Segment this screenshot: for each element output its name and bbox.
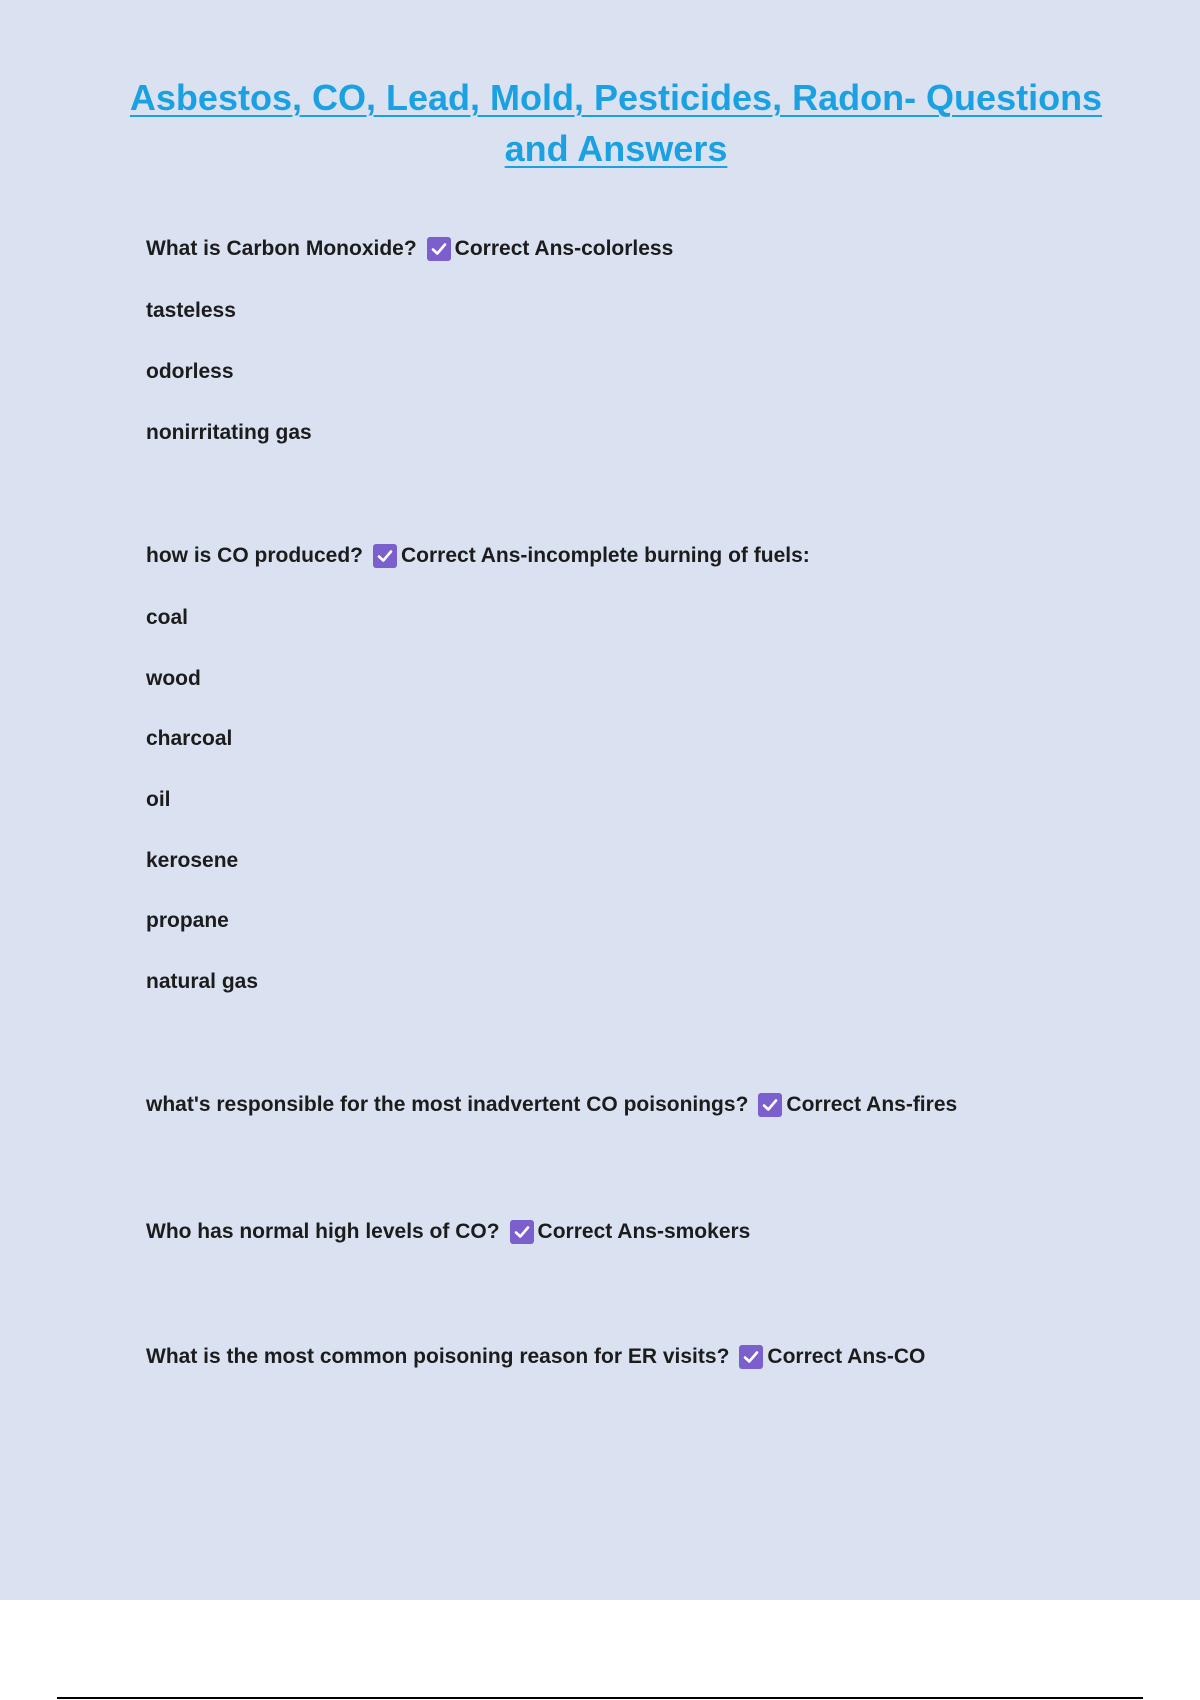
qa-item-4-line <box>146 1217 750 1247</box>
answer-continuation-line: odorless <box>146 360 234 383</box>
question-text: what's responsible for the most inadvertent CO poisonings? <box>146 1093 749 1116</box>
answer-text: Correct Ans-CO <box>767 1345 926 1368</box>
answer-continuation-line: oil <box>146 788 171 811</box>
question-text: What is Carbon Monoxide? <box>146 237 417 260</box>
answer-continuation-line: wood <box>146 667 201 690</box>
qa-item-1-line <box>146 234 673 264</box>
question-text: Who has normal high levels of CO? <box>146 1220 500 1243</box>
document-title: Asbestos, CO, Lead, Mold, Pesticides, Radon- Questions and Answers <box>129 77 1103 169</box>
qa-item-3-line <box>146 1090 957 1120</box>
question-text: What is the most common poisoning reason for ER visits? <box>146 1345 730 1368</box>
answer-continuation-line: nonirritating gas <box>146 421 312 444</box>
footer-divider <box>57 1697 1143 1699</box>
answer-continuation-line: tasteless <box>146 299 236 322</box>
answer-text: Correct Ans-incomplete burning of fuels: <box>401 544 810 567</box>
checkbox-checked-icon <box>510 1220 534 1244</box>
answer-text: Correct Ans-smokers <box>537 1220 751 1243</box>
checkbox-checked-icon <box>373 544 397 568</box>
answer-text: Correct Ans-colorless <box>454 237 674 260</box>
answer-continuation-line: natural gas <box>146 970 259 993</box>
answer-continuation-line: propane <box>146 909 229 932</box>
question-text: how is CO produced? <box>146 544 364 567</box>
checkbox-checked-icon <box>758 1093 782 1117</box>
answer-continuation-line: kerosene <box>146 849 239 872</box>
answer-text: Correct Ans-fires <box>786 1093 958 1116</box>
answer-continuation-line: charcoal <box>146 727 233 750</box>
qa-item-2-line <box>146 541 810 571</box>
checkbox-checked-icon <box>739 1345 763 1369</box>
qa-item-5-line <box>146 1342 925 1372</box>
checkbox-checked-icon <box>427 237 451 261</box>
answer-continuation-line: coal <box>146 606 189 629</box>
